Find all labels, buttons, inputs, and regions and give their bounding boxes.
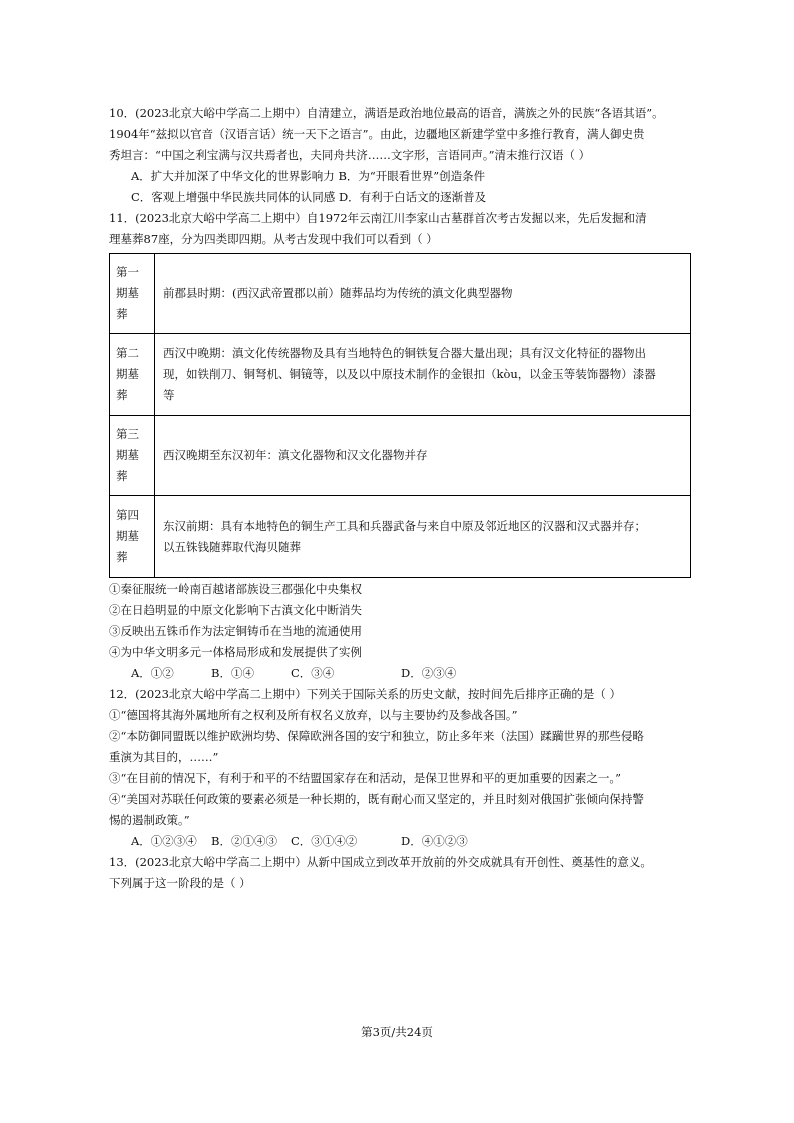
period-label-cell: 第三 期墓 葬 bbox=[110, 416, 155, 496]
answer-options-line: C．客观上增强中华民族共同体的认同感 D．有利于白话文的逐渐普及 bbox=[131, 190, 487, 204]
period-label-cell: 第二 期墓 葬 bbox=[110, 334, 155, 416]
statement-item: ④“美国对苏联任何政策的要素必须是一种长期的，既有耐心而又坚定的，并且时刻对俄国扩张倾向保持警 bbox=[109, 792, 644, 806]
statement-item: ①“德国将其海外属地所有之权利及所有权名义放弃，以与主要协约及参战各国。” bbox=[109, 708, 518, 722]
option-a: A．①② bbox=[131, 666, 174, 680]
option-c: C．③④ bbox=[291, 666, 335, 680]
option-d: D．④①②③ bbox=[401, 834, 468, 848]
answer-options-line bbox=[109, 663, 692, 684]
answer-options-line: A．扩大并加深了中华文化的世界影响力 B．为“开眼看世界”创造条件 bbox=[131, 169, 486, 183]
question-text-line: 11．(2023北京大峪中学高二上期中）自1972年云南江川李家山古墓群首次考古发掘以来，先后发掘和清 bbox=[109, 211, 647, 225]
period-description-cell: 西汉晚期至东汉初年：滇文化器物和汉文化器物并存 bbox=[155, 416, 691, 496]
question-text-line: 1904年“兹拟以官音（汉语言话）统一天下之语言”。由此，边疆地区新建学堂中多推行教育，满人御史贵 bbox=[109, 127, 645, 141]
question-text-line: 下列属于这一阶段的是（ ） bbox=[109, 876, 251, 890]
option-c: C．③①④② bbox=[291, 834, 358, 848]
page-content bbox=[109, 103, 692, 894]
question-text-line: 秀坦言：“中国之利宝满与汉共焉者也，夫同舟共济……文字形，言语同声。”清末推行汉语（ ） bbox=[109, 148, 591, 162]
table-row bbox=[110, 254, 691, 334]
option-b: B．②①④③ bbox=[211, 834, 277, 848]
table-row bbox=[110, 334, 691, 416]
statement-item: ③“在目前的情况下，有利于和平的不结盟国家存在和活动，是保卫世界和平的更加重要的因素之一。” bbox=[109, 771, 622, 785]
statement-item: 惕的遏制政策。” bbox=[109, 813, 190, 827]
period-label-cell: 第四 期墓 葬 bbox=[110, 496, 155, 578]
question-10 bbox=[109, 103, 692, 208]
question-text-line: 理墓葬87座，分为四类即四期。从考古发现中我们可以看到（ ） bbox=[109, 232, 438, 246]
statement-item: ③反映出五铢币作为法定铜铸币在当地的流通使用 bbox=[109, 624, 362, 638]
statement-item: ④为中华文明多元一体格局形成和发展提供了实例 bbox=[109, 645, 362, 659]
period-description-cell: 东汉前期：具有本地特色的铜生产工具和兵器武备与来自中原及邻近地区的汉器和汉式器并存； 以五铢钱随葬取代海贝随葬 bbox=[155, 496, 691, 578]
statement-item: 重演为其目的，……” bbox=[109, 750, 219, 764]
question-12 bbox=[109, 684, 692, 852]
statement-item: ②在日趋明显的中原文化影响下古滇文化中断消失 bbox=[109, 603, 362, 617]
option-b: B．①④ bbox=[211, 666, 254, 680]
question-text-line: 10．(2023北京大峪中学高二上期中）自清建立，满语是政治地位最高的语音，满族之外的民族“各语其语”。 bbox=[109, 106, 664, 120]
page-number-footer: 第3页/共24页 bbox=[361, 1025, 433, 1039]
burial-periods-table bbox=[109, 253, 691, 578]
table-row bbox=[110, 416, 691, 496]
table-row bbox=[110, 496, 691, 578]
period-label-cell: 第一 期墓 葬 bbox=[110, 254, 155, 334]
option-a: A．①②③④ bbox=[131, 834, 197, 848]
statement-item: ①秦征服统一岭南百越诸部族设三郡强化中央集权 bbox=[109, 582, 362, 596]
question-13 bbox=[109, 852, 692, 894]
question-text-line: 12．(2023北京大峪中学高二上期中）下列关于国际关系的历史文献，按时间先后排序正确的是（ ） bbox=[109, 687, 622, 701]
option-d: D．②③④ bbox=[401, 666, 457, 680]
answer-options-line bbox=[109, 831, 692, 852]
period-description-cell: 西汉中晚期：滇文化传统器物及具有当地特色的铜铁复合器大量出现；具有汉文化特征的器物出 现，如铁削刀、铜弩机、铜镜等，以及以中原技术制作的金银扣（kòu，以金玉等装饰器物）漆器 等 bbox=[155, 334, 691, 416]
statement-item: ②“本防御同盟既以维护欧洲均势、保障欧洲各国的安宁和独立，防止多年来（法国）蹂躏世界的那些侵略 bbox=[109, 729, 644, 743]
question-11 bbox=[109, 208, 692, 684]
question-text-line: 13．(2023北京大峪中学高二上期中）从新中国成立到改革开放前的外交成就具有开创性、奠基性的意义。 bbox=[109, 855, 652, 869]
period-description-cell: 前郡县时期：(西汉武帝置郡以前）随葬品均为传统的滇文化典型器物 bbox=[155, 254, 691, 334]
